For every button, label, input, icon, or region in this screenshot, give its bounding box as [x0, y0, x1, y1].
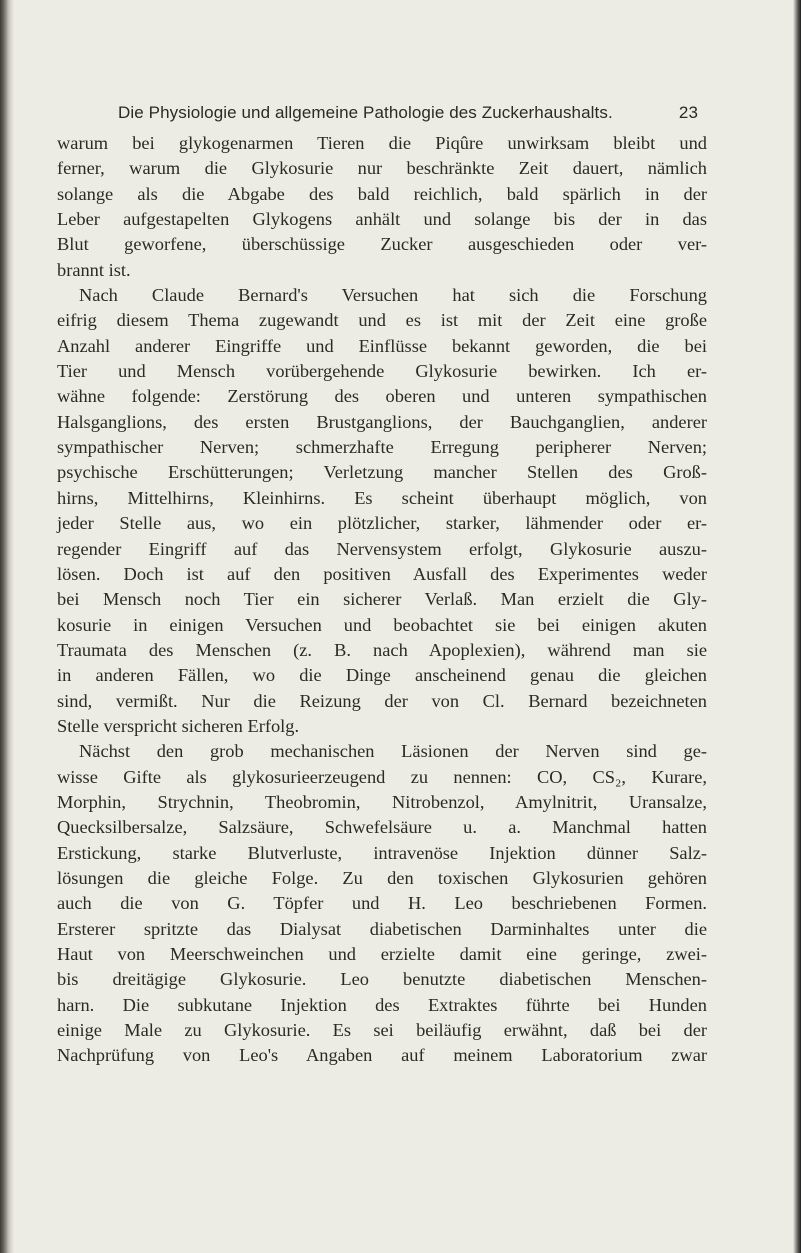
text-line: Nachprüfung von Leo's Angaben auf meinem Laboratorium zwar: [57, 1045, 707, 1066]
text-line: Traumata des Menschen (z. B. nach Apoplexien), während man sie: [57, 639, 707, 660]
page-edge-left: [0, 0, 14, 1253]
text-line: wähne folgende: Zerstörung des oberen und unteren sympathischen: [57, 386, 707, 407]
text-line: sind, vermißt. Nur die Reizung der von Cl. Bernard bezeichneten: [57, 690, 707, 711]
text-line: solange als die Abgabe des bald reichlich, bald spärlich in der: [57, 183, 707, 204]
body-text: [57, 131, 707, 1069]
text-line: Tier und Mensch vorübergehende Glykosurie bewirken. Ich er-: [57, 361, 707, 382]
running-header: [118, 103, 698, 129]
text-line: Quecksilbersalze, Salzsäure, Schwefelsäure u. a. Manchmal hatten: [57, 817, 707, 838]
text-line: Morphin, Strychnin, Theobromin, Nitrobenzol, Amylnitrit, Uransalze,: [57, 791, 707, 812]
text-line: harn. Die subkutane Injektion des Extraktes führte bei Hunden: [57, 994, 707, 1015]
text-line: kosurie in einigen Versuchen und beobachtet sie bei einigen akuten: [57, 614, 707, 635]
text-line: psychische Erschütterungen; Verletzung mancher Stellen des Groß-: [57, 462, 707, 483]
text-line: Ersterer spritzte das Dialysat diabetischen Darminhaltes unter die: [57, 918, 707, 939]
text-line: jeder Stelle aus, wo ein plötzlicher, starker, lähmender oder er-: [57, 513, 707, 534]
text-line: eifrig diesem Thema zugewandt und es ist mit der Zeit eine große: [57, 310, 707, 331]
text-line: Halsganglions, des ersten Brustganglions, der Bauchganglien, anderer: [57, 411, 707, 432]
text-line: Haut von Meerschweinchen und erzielte damit eine geringe, zwei-: [57, 944, 707, 964]
running-title: Die Physiologie und allgemeine Pathologie des Zuckerhaushalts.: [118, 103, 613, 122]
paragraph-start-line: Nächst den grob mechanischen Läsionen der Nerven sind ge-: [79, 741, 707, 762]
text-line: regender Eingriff auf das Nervensystem erfolgt, Glykosurie auszu-: [57, 538, 707, 559]
text-line: einige Male zu Glykosurie. Es sei beiläufig erwähnt, daß bei der: [57, 1020, 707, 1041]
paragraph-start-line: Nach Claude Bernard's Versuchen hat sich die Forschung: [79, 285, 707, 306]
text-line: auch die von G. Töpfer und H. Leo beschriebenen Formen.: [57, 893, 707, 914]
text-line: Leber aufgestapelten Glykogens anhält und solange bis der in das: [57, 209, 707, 230]
text-line: bei Mensch noch Tier ein sicherer Verlaß. Man erzielt die Gly-: [57, 589, 707, 610]
text-line: Stelle verspricht sicheren Erfolg.: [57, 715, 300, 736]
text-line: lösen. Doch ist auf den positiven Ausfall des Experimentes weder: [57, 563, 707, 584]
text-line: brannt ist.: [57, 259, 131, 280]
text-line: Blut geworfene, überschüssige Zucker ausgeschieden oder ver-: [57, 234, 707, 255]
text-line: Erstickung, starke Blutverluste, intravenöse Injektion dünner Salz-: [57, 842, 707, 863]
text-line: ferner, warum die Glykosurie nur beschränkte Zeit dauert, nämlich: [57, 158, 707, 179]
page-edge-right: [793, 0, 801, 1253]
text-line: sympathischer Nerven; schmerzhafte Erregung peripherer Nerven;: [57, 437, 707, 458]
text-line: wisse Gifte als glykosurieerzeugend zu nennen: CO, CS₂, Kurare,: [57, 766, 707, 787]
text-line: bis dreitägige Glykosurie. Leo benutzte diabetischen Menschen-: [57, 969, 707, 990]
text-line: hirns, Mittelhirns, Kleinhirns. Es scheint überhaupt möglich, von: [57, 487, 707, 508]
text-line: warum bei glykogenarmen Tieren die Piqûre unwirksam bleibt und: [57, 133, 707, 153]
page-number: 23: [678, 103, 698, 122]
text-line: lösungen die gleiche Folge. Zu den toxischen Glykosurien gehören: [57, 867, 707, 888]
text-line: Anzahl anderer Eingriffe und Einflüsse bekannt geworden, die bei: [57, 335, 707, 356]
text-line: in anderen Fällen, wo die Dinge anscheinend genau die gleichen: [57, 665, 707, 686]
